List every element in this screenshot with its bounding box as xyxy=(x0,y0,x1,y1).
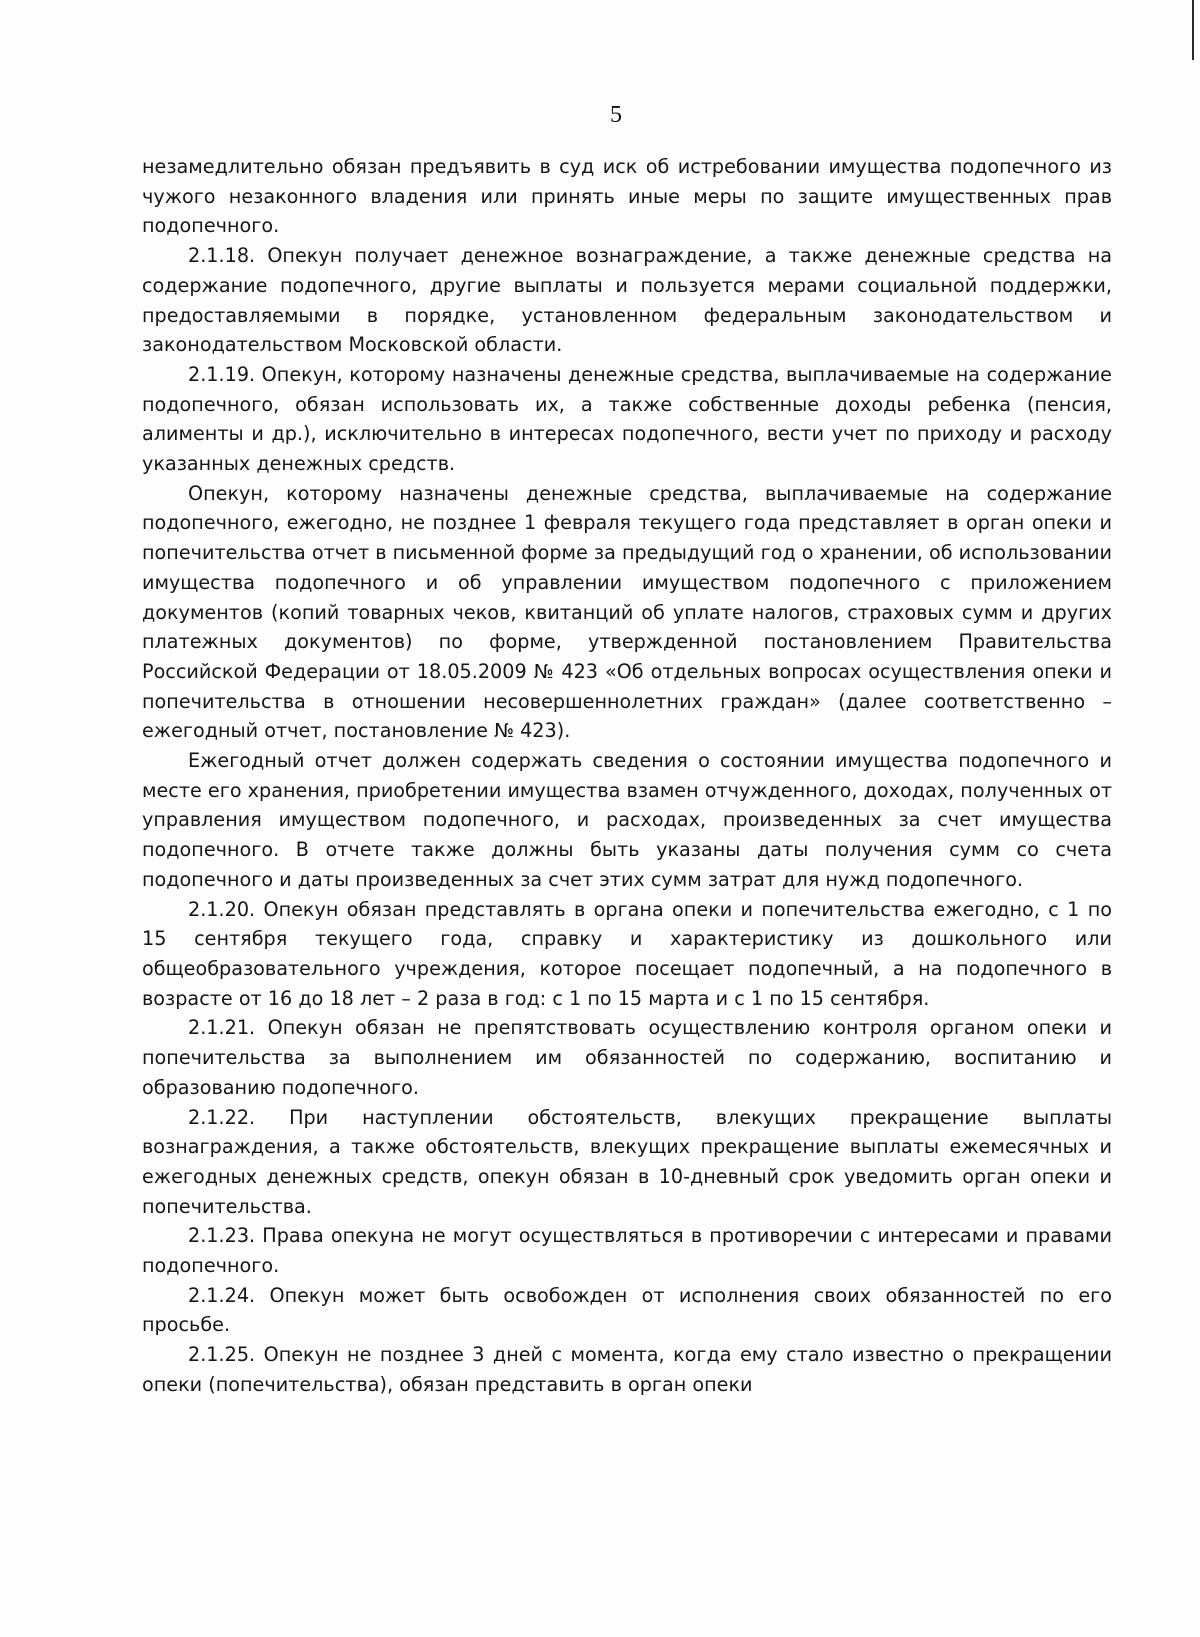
page-number: 5 xyxy=(610,102,622,128)
paragraph-2-1-19: 2.1.19. Опекун, которому назначены денежные средства, выплачиваемые на содержание подопечного, обязан использовать их, а также собственные доходы ребенка (пенсия, алименты и др.), исключительно в интересах подопечного, вести учет по приходу и расходу указанных денежных средств. xyxy=(142,362,1112,476)
document-body xyxy=(142,152,1112,1400)
paragraph-2-1-25: 2.1.25. Опекун не позднее 3 дней с момента, когда ему стало известно о прекращении опеки (попечительства), обязан представить в орган опеки xyxy=(142,1343,1112,1396)
scan-edge-mark xyxy=(1192,0,1194,60)
paragraph-annual-report-content: Ежегодный отчет должен содержать сведения о состоянии имущества подопечного и месте его хранения, приобретении имущества взамен отчужденного, доходах, полученных от управления имуществом подопечного, и расходах, произведенных за счет имущества подопечного. В отчете также должны быть указаны даты получения сумм со счета подопечного и даты произведенных за счет этих сумм затрат для нужд подопечного. xyxy=(142,749,1112,891)
paragraph-guardian-report: Опекун, которому назначены денежные средства, выплачиваемые на содержание подопечного, ежегодно, не позднее 1 февраля текущего года представляет в орган опеки и попечительства отчет в письменной форме за предыдущий год о хранении, об использовании имущества подопечного и об управлении имуществом подопечного с приложением документов (копий товарных чеков, квитанций об уплате налогов, страховых сумм и других платежных документов) по форме, утвержденной постановлением Правительства Российской Федерации от 18.05.2009 № 423 «Об отдельных вопросах осуществления опеки и попечительства в отношении несовершеннолетних граждан» (далее соответственно – ежегодный отчет, постановление № 423). xyxy=(142,481,1113,743)
paragraph-2-1-23: 2.1.23. Права опекуна не могут осуществляться в противоречии с интересами и правами подопечного. xyxy=(142,1224,1112,1278)
paragraph-2-1-21: 2.1.21. Опекун обязан не препятствовать осуществлению контроля органом опеки и попечительства за выполнением им обязанностей по содержанию, воспитанию и образованию подопечного. xyxy=(142,1016,1112,1099)
paragraph-2-1-20: 2.1.20. Опекун обязан представлять в органа опеки и попечительства ежегодно, с 1 по 15 сентября текущего года, справку и характеристику из дошкольного или общеобразовательного учреждения, которое посещает подопечный, а на подопечного в возрасте от 16 до 18 лет – 2 раза в год: с 1 по 15 марта и с 1 по 15 сентября. xyxy=(142,897,1112,1010)
paragraph-2-1-24: 2.1.24. Опекун может быть освобожден от исполнения своих обязанностей по его просьбе. xyxy=(142,1283,1112,1337)
paragraph-2-1-22: 2.1.22. При наступлении обстоятельств, влекущих прекращение выплаты вознаграждения, а также обстоятельств, влекущих прекращение выплаты ежемесячных и ежегодных денежных средств, опекун обязан в 10-дневный срок уведомить орган опеки и попечительства. xyxy=(142,1105,1112,1218)
paragraph-continuation: незамедлительно обязан предъявить в суд иск об истребовании имущества подопечного из чужого незаконного владения или принять иные меры по защите имущественных прав подопечного. xyxy=(142,155,1112,238)
paragraph-2-1-18: 2.1.18. Опекун получает денежное вознаграждение, а также денежные средства на содержание подопечного, другие выплаты и пользуется мерами социальной поддержки, предоставляемыми в порядке, установленном федеральным законодательством и законодательством Московской области. xyxy=(142,244,1112,357)
